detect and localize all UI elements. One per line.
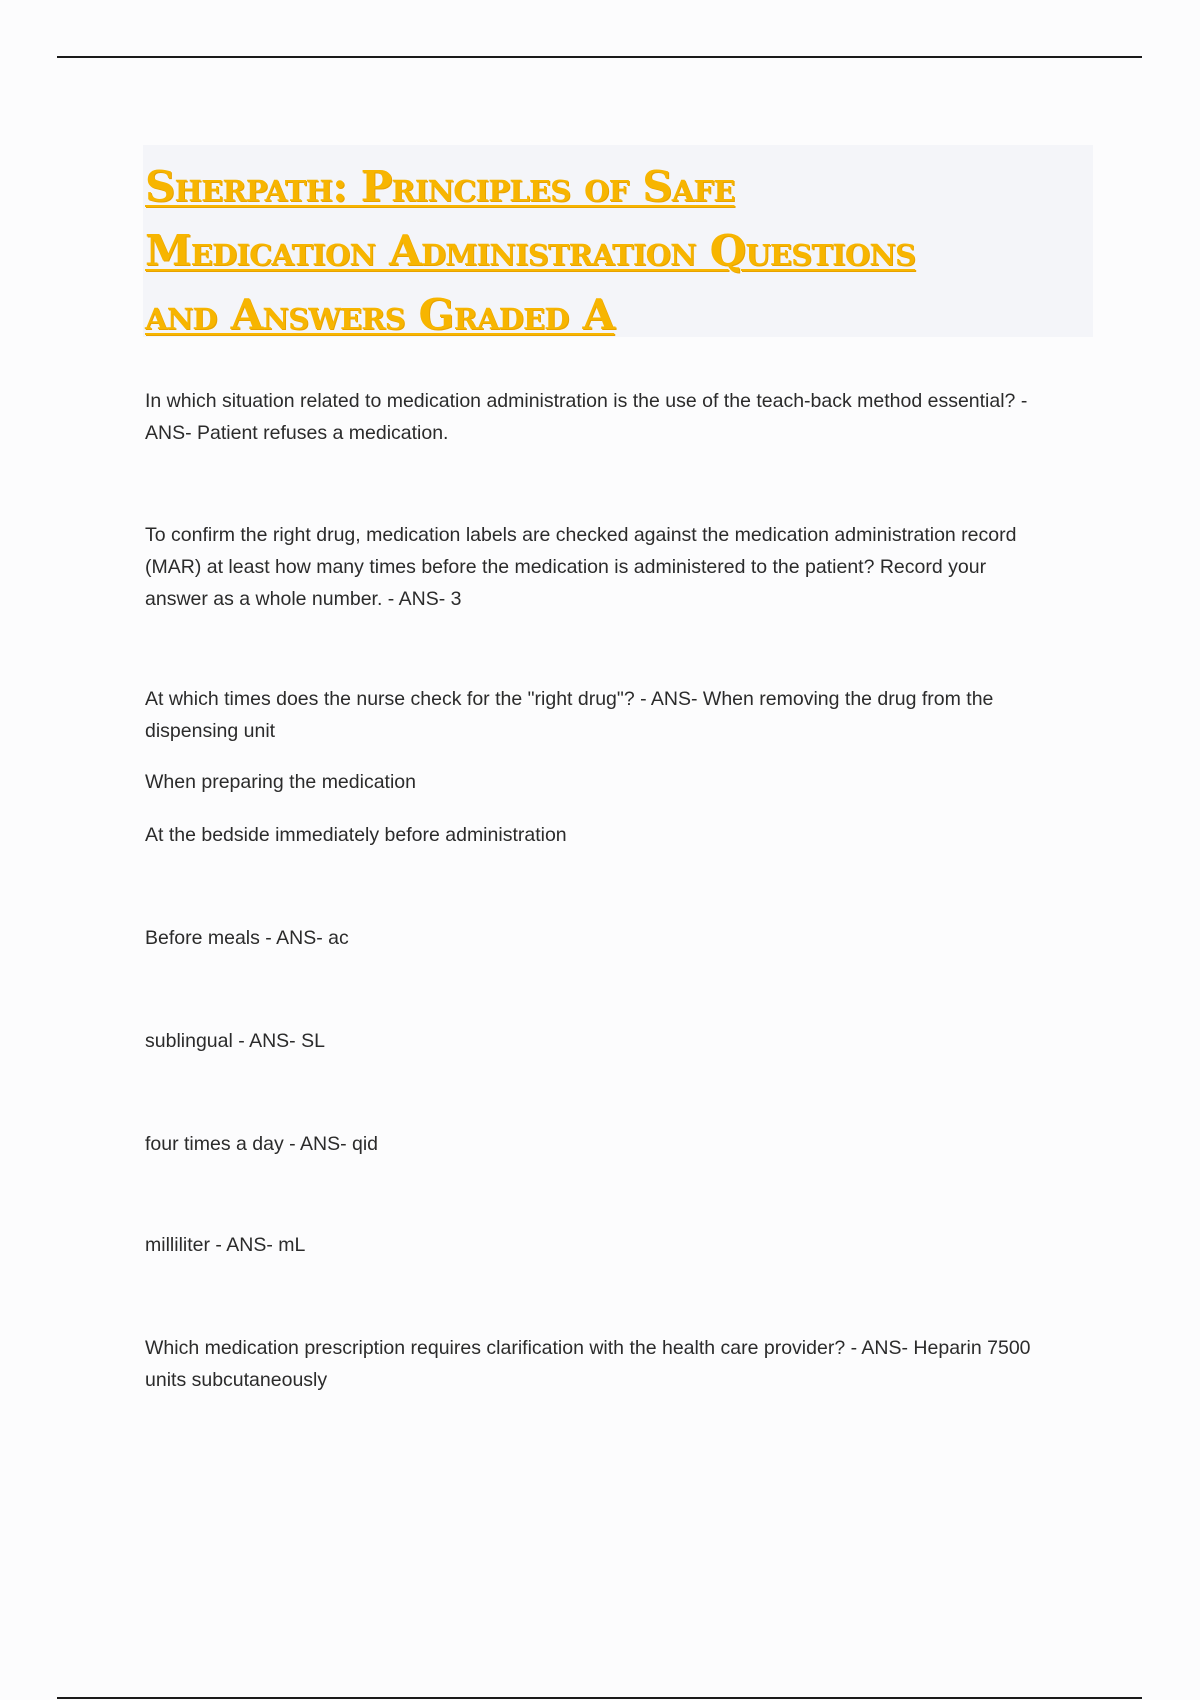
qa-text-line: ANS- Patient refuses a medication. bbox=[145, 422, 449, 444]
qa-item bbox=[145, 1332, 1031, 1396]
title-line: and Answers Graded A bbox=[145, 290, 615, 339]
qa-text-line: dispensing unit bbox=[145, 720, 276, 742]
qa-item bbox=[145, 1128, 378, 1160]
page-top-rule bbox=[57, 56, 1142, 58]
qa-item bbox=[145, 1025, 325, 1057]
qa-text-line: Which medication prescription requires clarification with the health care provider? - ANS- Heparin 7500 bbox=[145, 1337, 1031, 1359]
title-block bbox=[143, 145, 1093, 337]
qa-text-line: Before meals - ANS- ac bbox=[145, 927, 349, 949]
qa-item bbox=[145, 683, 993, 747]
title-line: Sherpath: Principles of Safe bbox=[145, 162, 735, 211]
qa-text-line: At which times does the nurse check for the "right drug"? - ANS- When removing the drug from the bbox=[145, 688, 994, 710]
qa-text-line: (MAR) at least how many times before the medication is administered to the patient? Record your bbox=[145, 556, 987, 578]
qa-text-line: In which situation related to medication administration is the use of the teach-back method essential? - bbox=[145, 390, 1028, 412]
qa-item bbox=[145, 922, 349, 954]
qa-item bbox=[145, 385, 1027, 449]
qa-text-line: milliliter - ANS- mL bbox=[145, 1234, 306, 1256]
qa-text-line: four times a day - ANS- qid bbox=[145, 1133, 379, 1155]
title-line: Medication Administration Questions bbox=[145, 226, 916, 275]
qa-answer-continuation: At the bedside immediately before administration bbox=[145, 824, 567, 846]
qa-item bbox=[145, 519, 1016, 615]
qa-text-line: sublingual - ANS- SL bbox=[145, 1030, 325, 1052]
page-bottom-rule bbox=[57, 1697, 1142, 1699]
qa-text-line: units subcutaneously bbox=[145, 1369, 328, 1391]
qa-item bbox=[145, 1229, 305, 1261]
qa-text-line: To confirm the right drug, medication labels are checked against the medication administration record bbox=[145, 524, 1017, 546]
qa-text-line: answer as a whole number. - ANS- 3 bbox=[145, 588, 462, 610]
qa-answer-continuation: When preparing the medication bbox=[145, 771, 416, 793]
document-title bbox=[145, 155, 1093, 347]
